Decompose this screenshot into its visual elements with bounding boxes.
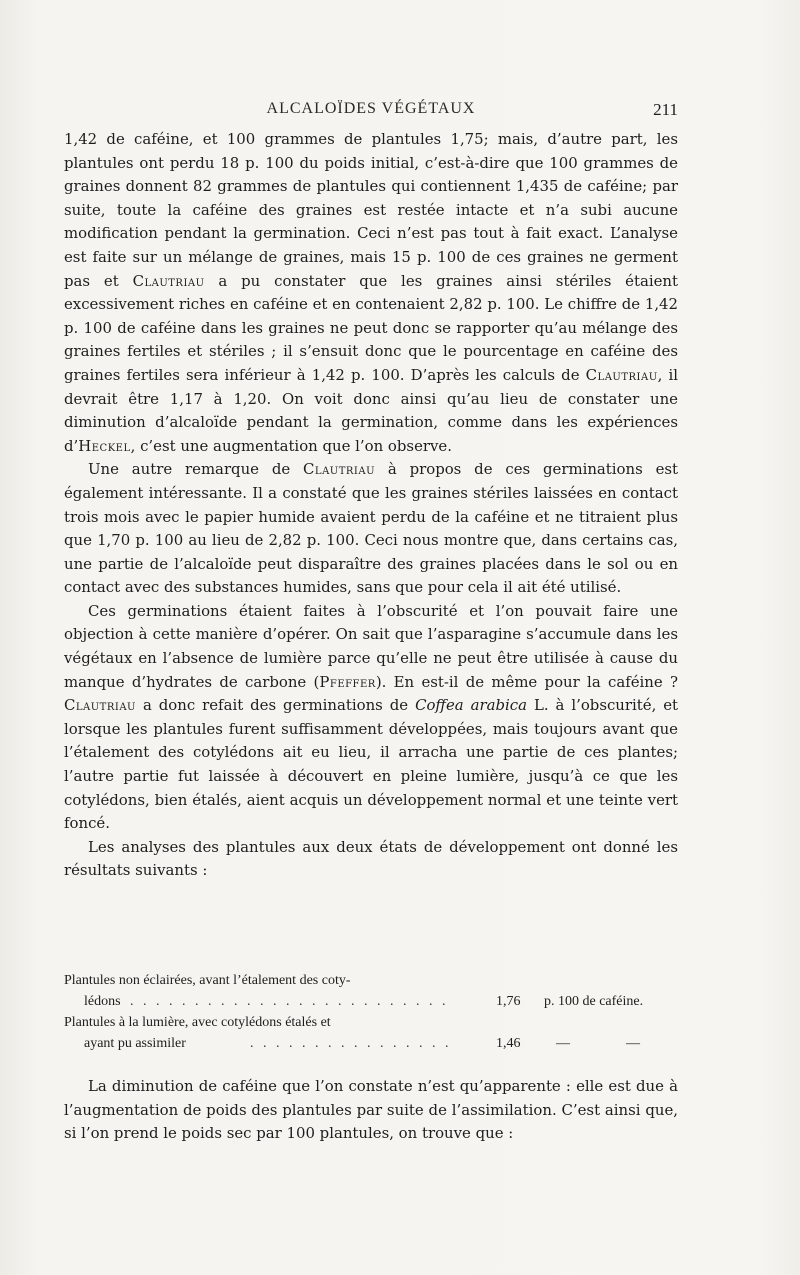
author-name: Clautriau xyxy=(64,696,136,715)
leader-dots: . . . . . . . . . . . . . . . . . . . . . . . . . xyxy=(130,994,449,1009)
row-label: Plantules à la lumière, avec cotylédons étalés et xyxy=(64,1015,331,1030)
author-name: Clautriau xyxy=(132,271,205,290)
table-row xyxy=(64,1012,684,1033)
body-text xyxy=(64,128,678,883)
table-row xyxy=(64,970,684,991)
running-title: ALCALOÏDES VÉGÉTAUX xyxy=(266,100,476,117)
author-name: Heckel xyxy=(78,436,131,455)
row-label: lédons xyxy=(84,994,121,1009)
row-value: 1,76 xyxy=(496,994,521,1009)
paragraph-2: Une autre remarque de Clautriau à propos de ces germinations est également intéressante. Il a constaté que les graines stériles laissées en contact trois mois avec le papier humide avaient perdu de la caféine et ne titraient plus que 1,70 p. 100 au lieu de 2,82 p. 100. Ceci nous montre que, dans certains cas, une partie de l’alcaloïde peut disparaître des graines placées dans le sol ou en contact avec des substances humides, sans que pour cela il ait été utilisé. xyxy=(64,460,679,597)
results-table xyxy=(64,970,684,1054)
author-name: Clautriau xyxy=(303,460,376,479)
paragraph-5: La diminution de caféine que l’on constate n’est qu’apparente : elle est due à l’augmentation de poids des plantules par suite de l’assimilation. C’est ainsi que, si l’on prend le poids sec par 100 plantules, on trouve que : xyxy=(64,1077,678,1143)
row-unit: p. 100 de caféine. xyxy=(544,994,644,1009)
ditto-mark: — xyxy=(556,1036,570,1051)
running-head xyxy=(64,100,678,124)
paragraph-3: Ces germinations étaient faites à l’obscurité et l’on pouvait faire une objection à cette manière d’opérer. On sait que l’asparagine s’accumule dans les végétaux en l’absence de lumière parce qu’elle ne peut être utilisée à cause du manque d’hydrates de carbone (Pfeffer). En est-il de même pour la caféine ? Clautriau a donc refait des germinations de Coffea arabica L. à l’obscurité, et lorsque les plantules furent suffisamment développées, mais toujours avant que l’étalement des cotylédons ait eu lieu, il arracha une partie de ces plantes; l’autre partie fut laissée à découvert en pleine lumière, jusqu’à ce que les cotylédons, bien étalés, aient acquis un développement normal et une teinte vert foncé. xyxy=(64,601,679,833)
species-name: Coffea arabica xyxy=(415,696,527,715)
ditto-mark: — xyxy=(626,1036,640,1051)
table-row xyxy=(64,991,684,1012)
author-name: Pfeffer xyxy=(319,672,376,691)
paragraph-4: Les analyses des plantules aux deux états de développement ont donné les résultats suivants : xyxy=(64,837,678,880)
page-number: 211 xyxy=(653,100,678,119)
paragraph-1: 1,42 de caféine, et 100 grammes de plantules 1,75; mais, d’autre part, les plantules ont perdu 18 p. 100 du poids initial, c’est-à-dire que 100 grammes de graines donnent 82 grammes de plantules qui contiennent 1,435 de caféine; par suite, toute la caféine des graines est restée intacte et n’a subi aucune modification pendant la germination. Ceci n’est pas tout à fait exact. L’analyse est faite sur un mélange de graines, mais 15 p. 100 de ces graines ne germent pas et Clautriau a pu constater que les graines ainsi stériles étaient excessivement riches en caféine et en contenaient 2,82 p. 100. Le chiffre de 1,42 p. 100 de caféine dans les graines ne peut donc se rapporter qu’au mélange des graines fertiles et stériles ; il s’ensuit donc que le pourcentage en caféine des graines fertiles sera inférieur à 1,42 p. 100. D’après les calculs de Clautriau, il devrait être 1,17 à 1,20. On voit donc ainsi qu’au lieu de constater une diminution d’alcaloïde pendant la germination, comme dans les expériences d’Heckel, c’est une augmentation que l’on observe. xyxy=(64,130,679,455)
row-value: 1,46 xyxy=(496,1036,521,1051)
table-row xyxy=(64,1033,684,1054)
row-label: ayant pu assimiler xyxy=(84,1036,186,1051)
body-text-bottom xyxy=(64,1075,678,1146)
leader-dots: . . . . . . . . . . . . . . . . xyxy=(250,1036,452,1051)
row-label: Plantules non éclairées, avant l’étalement des coty- xyxy=(64,973,351,988)
author-name: Clautriau xyxy=(585,365,658,384)
